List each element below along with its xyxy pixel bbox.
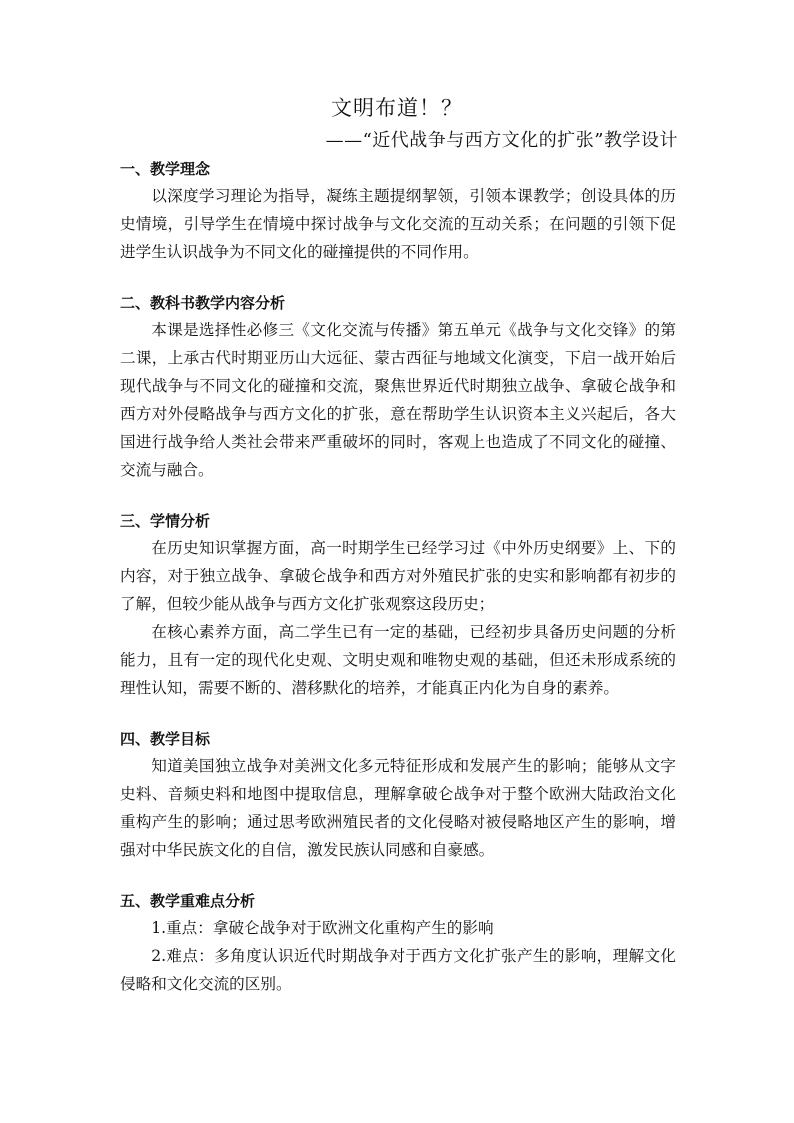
section-learner-analysis bbox=[120, 508, 676, 702]
section-key-difficult-points bbox=[120, 888, 676, 998]
difficult-point-item: 2.难点：多角度认识近代时期战争对于西方文化扩张产生的影响，理解文化侵略和文化交流的区别。 bbox=[120, 947, 676, 993]
key-point-item: 1.重点：拿破仑战争对于欧洲文化重构产生的影响 bbox=[151, 919, 494, 937]
section-paragraph: 以深度学习理论为指导，凝练主题提纲挈领，引领本课教学；创设具体的历史情境，引导学生在情境中探讨战争与文化交流的互动关系；在问题的引领下促进学生认识战争为不同文化的碰撞提供的不同作用。 bbox=[120, 187, 676, 261]
section-teaching-objectives bbox=[120, 726, 676, 864]
section-heading: 三、学情分析 bbox=[120, 512, 211, 530]
section-heading: 一、教学理念 bbox=[120, 160, 211, 178]
section-heading: 四、教学目标 bbox=[120, 730, 211, 748]
document-body bbox=[120, 156, 676, 1022]
section-paragraph: 本课是选择性必修三《文化交流与传播》第五单元《战争与文化交锋》的第二课，上承古代时期亚历山大远征、蒙古西征与地域文化演变，下启一战开始后现代战争与不同文化的碰撞和交流，聚焦世界近代时期独立战争、拿破仑战争和西方对外侵略战争与西方文化的扩张，意在帮助学生认识资本主义兴起后，各大国进行战争给人类社会带来严重破坏的同时，客观上也造成了不同文化的碰撞、交流与融合。 bbox=[120, 321, 676, 479]
section-paragraph: 在核心素养方面，高二学生已有一定的基础，已经初步具备历史问题的分析能力，且有一定的现代化史观、文明史观和唯物史观的基础，但还未形成系统的理性认知，需要不断的、潜移默化的培养，才能真正内化为自身的素养。 bbox=[120, 623, 676, 697]
section-textbook-analysis bbox=[120, 290, 676, 484]
document-title: 文明布道！？ bbox=[331, 96, 463, 120]
document-subtitle: ——“近代战争与西方文化的扩张”教学设计 bbox=[325, 130, 678, 151]
section-paragraph: 在历史知识掌握方面，高一时期学生已经学习过《中外历史纲要》上、下的内容，对于独立战争、拿破仑战争和西方对外殖民扩张的史实和影响都有初步的了解，但较少能从战争与西方文化扩张观察这段历史； bbox=[120, 539, 676, 613]
section-teaching-philosophy bbox=[120, 156, 676, 266]
section-paragraph: 知道美国独立战争对美洲文化多元特征形成和发展产生的影响；能够从文字史料、音频史料和地图中提取信息，理解拿破仑战争对于整个欧洲大陆政治文化重构产生的影响；通过思考欧洲殖民者的文化侵略对被侵略地区产生的影响，增强对中华民族文化的自信，激发民族认同感和自豪感。 bbox=[120, 757, 676, 859]
section-heading: 二、教科书教学内容分析 bbox=[120, 294, 286, 312]
section-heading: 五、教学重难点分析 bbox=[120, 892, 256, 910]
